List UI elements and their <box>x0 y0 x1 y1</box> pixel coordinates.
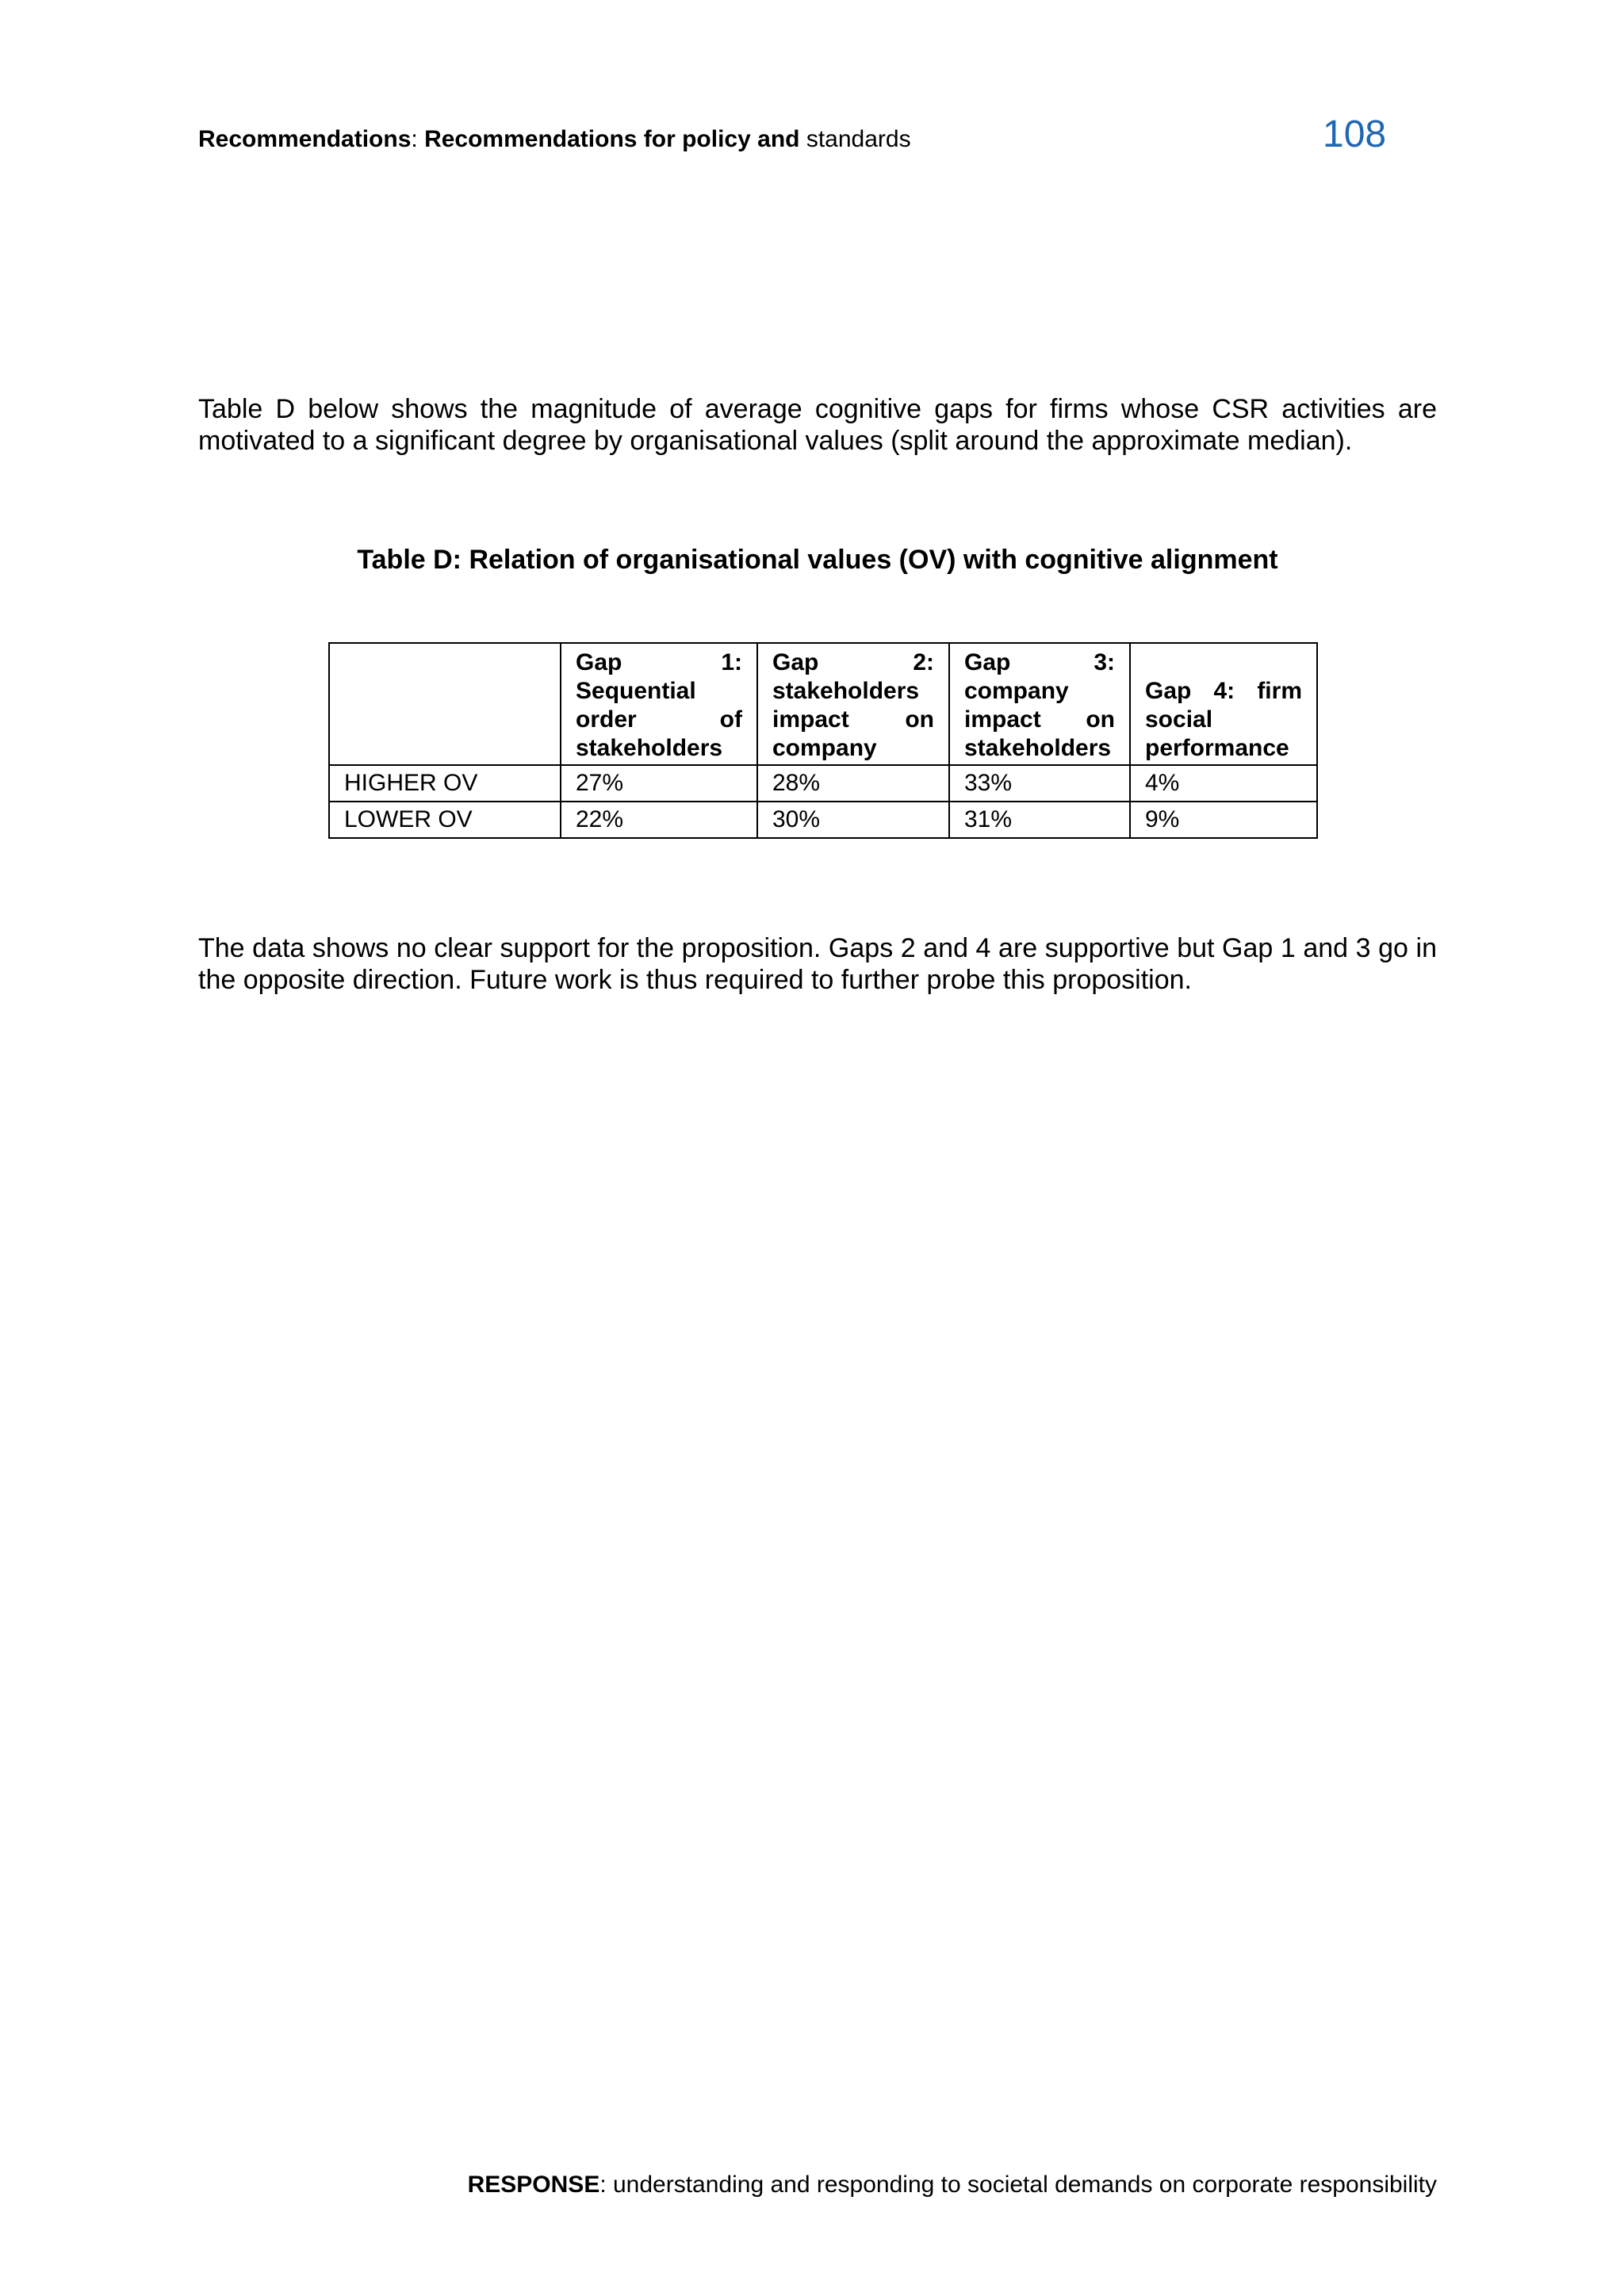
table-header-gap4: Gap 4: firm social performance <box>1130 643 1317 765</box>
page-number: 108 <box>1323 113 1387 155</box>
table-header-row <box>329 643 1317 765</box>
running-header <box>198 125 911 154</box>
table-row <box>329 765 1317 802</box>
table-cell: 27% <box>561 765 757 802</box>
header-separator: : <box>411 126 425 152</box>
row-label: HIGHER OV <box>329 765 561 802</box>
footer-project-name: RESPONSE <box>467 2172 600 2198</box>
table-header-empty <box>329 643 561 765</box>
gap-table <box>328 642 1318 839</box>
table-cell: 30% <box>757 802 949 838</box>
table-header-gap2: Gap 2: stakeholders impact on company <box>757 643 949 765</box>
header-subsection: Recommendations for policy and <box>424 126 800 152</box>
header-subsection-tail: standards <box>799 126 911 152</box>
table-header-gap3: Gap 3: company impact on stakeholders <box>949 643 1130 765</box>
running-footer <box>198 2171 1437 2199</box>
row-label: LOWER OV <box>329 802 561 838</box>
table-cell: 9% <box>1130 802 1317 838</box>
table-cell: 28% <box>757 765 949 802</box>
table-cell: 22% <box>561 802 757 838</box>
table-title: Table D: Relation of organisational values (OV) with cognitive alignment <box>357 545 1278 575</box>
conclusion-paragraph: The data shows no clear support for the proposition. Gaps 2 and 4 are supportive but Gap 1 and 3 go in the opposite direction. Future work is thus required to further probe this proposition. <box>198 933 1437 995</box>
footer-tagline: : understanding and responding to societal demands on corporate responsibility <box>599 2172 1437 2198</box>
table-header-gap1: Gap 1: Sequential order of stakeholders <box>561 643 757 765</box>
header-section: Recommendations <box>198 126 412 152</box>
table-cell: 4% <box>1130 765 1317 802</box>
table-cell: 33% <box>949 765 1130 802</box>
table-cell: 31% <box>949 802 1130 838</box>
table-row <box>329 802 1317 838</box>
intro-paragraph: Table D below shows the magnitude of average cognitive gaps for firms whose CSR activities are motivated to a significant degree by organisational values (split around the approximate median). <box>198 394 1437 456</box>
